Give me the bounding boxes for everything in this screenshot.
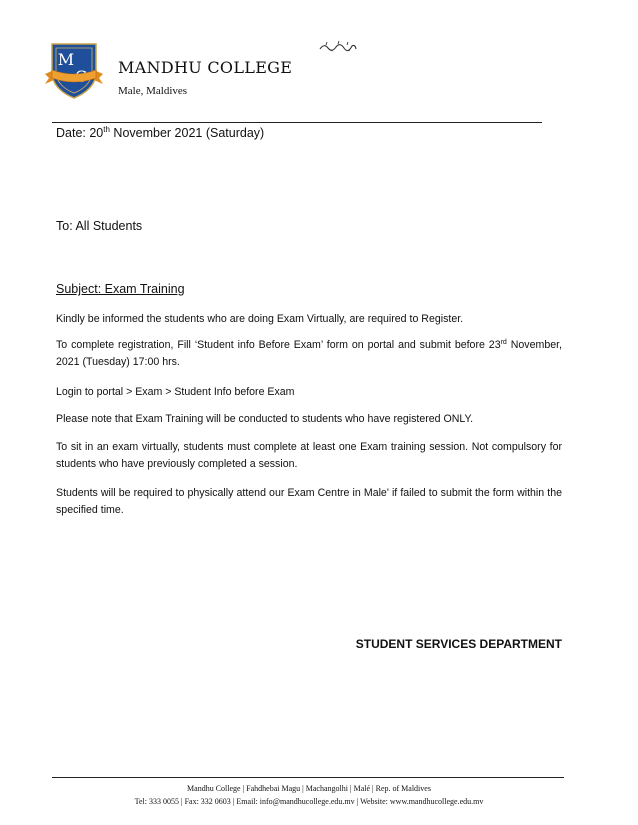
college-name: MANDHU COLLEGE	[118, 58, 293, 77]
bismillah-calligraphy	[318, 40, 358, 52]
paragraph-physical-attendance: Students will be required to physically attend our Exam Centre in Male' if failed to submit the form within the specified time.	[56, 487, 562, 516]
college-logo	[44, 40, 104, 102]
p2-start: To complete registration, Fill ‘Student info Before Exam’ form on portal and submit before 23	[56, 339, 501, 351]
paragraph-complete-registration	[56, 337, 562, 371]
footer-divider	[52, 777, 564, 778]
date-rest: November 2021 (Saturday)	[109, 126, 265, 140]
footer-address: Mandhu College | Fahdhebai Magu | Machangolhi | Malé | Rep. of Maldives	[187, 784, 431, 793]
signoff-department: STUDENT SERVICES DEPARTMENT	[355, 637, 562, 651]
date-ordinal: th	[103, 125, 110, 134]
p2-ordinal: rd	[500, 339, 507, 346]
college-location: Male, Maldives	[118, 85, 188, 97]
letter-date	[56, 126, 264, 140]
letter-recipient: To: All Students	[56, 219, 143, 233]
paragraph-training-note: Please note that Exam Training will be conducted to students who have registered ONLY.	[56, 413, 474, 425]
paragraph-virtual-requirement: To sit in an exam virtually, students must complete at least one Exam training session. Not compulsory for students who have previously completed a session.	[56, 441, 562, 470]
paragraph-register: Kindly be informed the students who are doing Exam Virtually, are required to Register.	[56, 313, 464, 325]
date-prefix: Date: 20	[56, 126, 104, 140]
letter-subject: Subject: Exam Training	[56, 282, 185, 296]
logo-monogram-m: M	[57, 50, 75, 69]
p2-end: November, 2021 (Tuesday) 17:00 hrs.	[56, 339, 562, 368]
paragraph-portal-path: Login to portal > Exam > Student Info before Exam	[56, 386, 295, 398]
header-divider	[52, 122, 542, 123]
footer-contact: Tel: 333 0055 | Fax: 332 0603 | Email: info@mandhucollege.edu.mv | Website: www.mandhucollege.edu.mv	[134, 797, 484, 806]
